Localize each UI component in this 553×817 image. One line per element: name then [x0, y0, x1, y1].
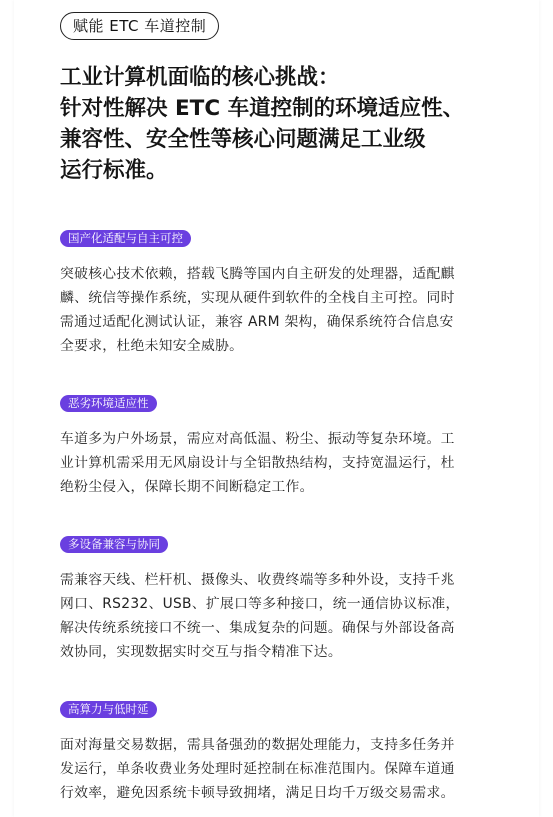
body-line: 需通过适配化测试认证，兼容 ARM 架构，确保系统符合信息安	[60, 314, 454, 330]
section-localization	[60, 227, 500, 358]
headline	[60, 62, 500, 186]
section-device-compatibility	[60, 533, 500, 664]
section-harsh-environment	[60, 392, 500, 499]
body-line: 需兼容天线、栏杆机、摄像头、收费终端等多种外设，支持千兆	[60, 572, 455, 588]
body-line: 麟、统信等操作系统，实现从硬件到软件的全栈自主可控。同时	[60, 290, 455, 306]
section-body	[60, 568, 500, 664]
headline-line: 兼容性、安全性等核心问题满足工业级	[60, 127, 426, 152]
headline-line: 运行标准。	[60, 158, 168, 183]
section-performance-latency	[60, 698, 500, 805]
body-line: 解决传统系统接口不统一、集成复杂的问题。确保与外部设备高	[60, 620, 455, 636]
body-line: 全要求，杜绝未知安全威胁。	[60, 338, 244, 354]
body-line: 业计算机需采用无风扇设计与全铝散热结构，支持宽温运行，杜	[60, 455, 455, 471]
body-line: 网口、RS232、USB、扩展口等多种接口，统一通信协议标准，	[60, 596, 460, 612]
body-line: 车道多为户外场景，需应对高低温、粉尘、振动等复杂环境。工	[60, 431, 455, 447]
body-line: 突破核心技术依赖，搭载飞腾等国内自主研发的处理器，适配麒	[60, 266, 455, 282]
section-body	[60, 427, 500, 499]
section-body	[60, 262, 500, 358]
section-body	[60, 733, 500, 805]
body-line: 发运行，单条收费业务处理时延控制在标准范围内。保障车道通	[60, 761, 455, 777]
section-tag: 高算力与低时延	[60, 701, 157, 718]
headline-line: 工业计算机面临的核心挑战：	[60, 65, 340, 90]
section-tag: 国产化适配与自主可控	[60, 230, 191, 247]
body-line: 行效率，避免因系统卡顿导致拥堵，满足日均千万级交易需求。	[60, 785, 455, 801]
body-line: 绝粉尘侵入，保障长期不间断稳定工作。	[60, 479, 314, 495]
topic-badge: 赋能 ETC 车道控制	[60, 12, 219, 40]
section-tag: 多设备兼容与协同	[60, 536, 168, 553]
body-line: 面对海量交易数据，需具备强劲的数据处理能力，支持多任务并	[60, 737, 455, 753]
headline-line: 针对性解决 ETC 车道控制的环境适应性、	[60, 96, 465, 121]
section-tag: 恶劣环境适应性	[60, 395, 157, 412]
body-line: 效协同，实现数据实时交互与指令精准下达。	[60, 644, 342, 660]
